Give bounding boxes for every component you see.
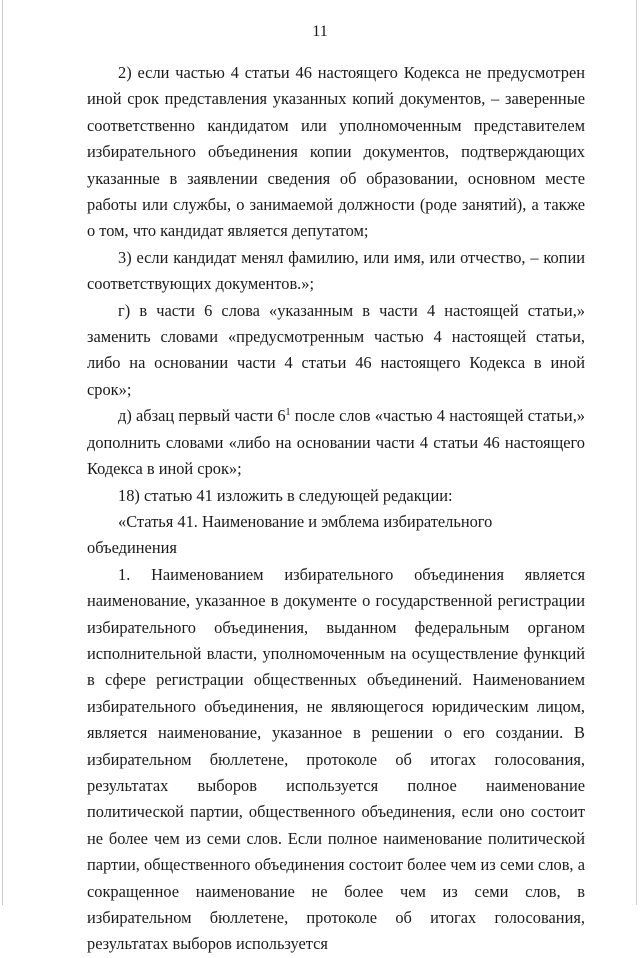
paragraph-article-part-1: 1. Наименованием избирательного объединения является наименование, указанное в документе о государственной регистрации избирательного объединения, выданном федеральным органом исполнительной власти, уполномоченным на осуществление функций в сфере регистрации общественных объединений. Наименованием избирательного объединения, не являющегося юридическим лицом, является наименование, указанное в решении о его создании. В избирательном бюллетене, протоколе об итогах голосования, результатах выборов используется полное наименование политической партии, общественного объединения, если оно состоит не более чем из семи слов. Если полное наименование политической партии, общественного объединения состоит более чем из семи слов, а сокращенное наименование не более чем из семи слов, в избирательном бюллетене, протоколе об итогах голосования, результатах выборов используется bbox=[87, 564, 585, 954]
paragraph-item-18: 18) статью 41 изложить в следующей редакции: bbox=[118, 485, 453, 505]
paragraph-subitem-g: г) в части 6 слова «указанным в части 4 настоящей статьи,» заменить словами «предусмотренным частью 4 настоящей статьи, либо на основании части 4 статьи 46 настоящего Кодекса в иной срок»; bbox=[87, 300, 585, 399]
scan-edge-left bbox=[2, 0, 3, 905]
scan-edge-right bbox=[636, 0, 637, 905]
paragraph-item-2: 2) если частью 4 статьи 46 настоящего Кодекса не предусмотрен иной срок представления указанных копий документов, – заверенные соответственно кандидатом или уполномоченным представителем избирательного объединения копии документов, подтверждающих указанные в заявлении сведения об образовании, основном месте работы или службы, о занимаемой должности (роде занятий), а также о том, что кандидат является депутатом; bbox=[87, 63, 585, 241]
superscript-number: 1 bbox=[285, 407, 291, 419]
paragraph-subitem-d-text-after: после слов «частью 4 настоящей статьи,» дополнить словами «либо на основании части 4 статьи 46 настоящего Кодекса в иной срок»; bbox=[87, 406, 585, 479]
article-heading: «Статья 41. Наименование и эмблема избирательного объединения bbox=[87, 511, 493, 558]
document-body bbox=[87, 60, 585, 958]
page-number: 11 bbox=[312, 23, 328, 40]
paragraph-item-3: 3) если кандидат менял фамилию, или имя, или отчество, – копии соответствующих документов.»; bbox=[87, 247, 585, 294]
paragraph-subitem-d bbox=[87, 403, 585, 482]
paragraph-subitem-d-text-before: д) абзац первый части 6 bbox=[118, 406, 286, 426]
